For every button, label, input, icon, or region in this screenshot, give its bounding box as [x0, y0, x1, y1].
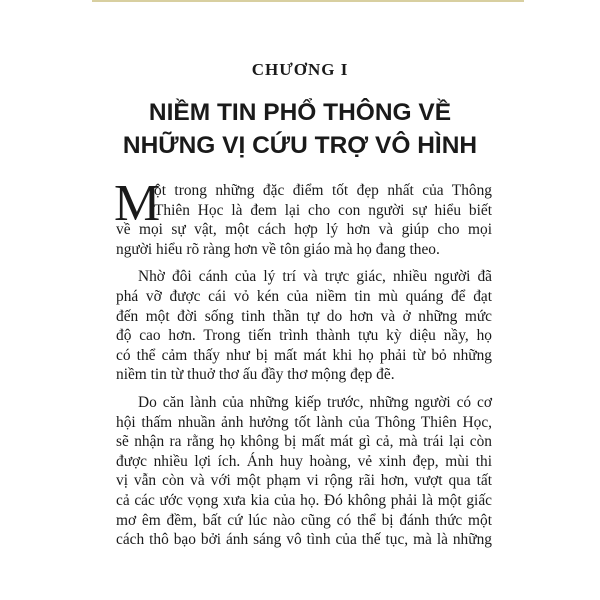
- text-line: mơ êm đềm, bất cứ lúc nào cũng có thể bị đánh thức một: [116, 511, 492, 529]
- text-line: sẽ nhận ra rằng họ không bị mất mát gì cả, mà trái lại còn: [116, 433, 492, 451]
- text-line: ột trong những đặc điểm tốt đẹp nhất của Thông: [154, 182, 492, 199]
- text-line: về mọi sự vật, một cách hợp lý hơn và giúp cho mọi: [116, 221, 492, 239]
- text-line: hội thấm nhuần ảnh hưởng tốt lành của Thông Thiên Học,: [116, 413, 492, 431]
- text-line: Nhờ đôi cánh của lý trí và trực giác, nhiều người đã: [138, 268, 492, 286]
- chapter-title: [0, 96, 600, 162]
- paragraph: [114, 175, 492, 259]
- text-line: người hiểu rõ ràng hơn về tôn giáo mà họ đang theo.: [116, 240, 440, 258]
- chapter-heading: CHƯƠNG I: [251, 60, 349, 79]
- text-line: Thiên Học là đem lại cho con người sự hiểu biết: [154, 201, 492, 219]
- text-line: Do căn lành của những kiếp trước, những người có cơ: [138, 393, 492, 411]
- text-line: đến một đời sống tinh thần tự do hơn và ở những mức: [116, 307, 492, 325]
- text-line: được nhiều lợi ích. Ánh huy hoàng, vẻ xinh đẹp, mùi thi: [116, 452, 492, 470]
- text-line: có thể cảm thấy như bị mất mát khi họ phải từ bỏ những: [116, 346, 492, 364]
- paragraph: [116, 393, 492, 550]
- paragraph: [116, 267, 492, 385]
- drop-cap: M: [114, 175, 161, 232]
- chapter-title-line: NHỮNG VỊ CỨU TRỢ VÔ HÌNH: [122, 132, 478, 159]
- text-line: niềm tin từ thuở thơ ấu đầy thơ mộng đẹp đẽ.: [116, 366, 395, 384]
- text-line: phá vỡ được cái vỏ kén của niềm tin mù quáng để đạt: [116, 287, 492, 305]
- chapter-title-line: NIỀM TIN PHỔ THÔNG VỀ: [148, 99, 452, 126]
- text-line: cách thô bạo bởi ánh sáng vô tình của thế tục, mà là những: [116, 531, 492, 549]
- text-line: cả các ước vọng xưa kia của họ. Đó không phải là một giấc: [116, 491, 492, 509]
- body-text: [114, 175, 492, 550]
- text-line: độ cao hơn. Trong tiến trình thành tựu kỳ diệu nầy, họ: [116, 327, 492, 345]
- text-line: vị vẫn còn và với một phạm vi rộng rãi hơn, vượt qua tất: [116, 472, 492, 490]
- page-top-edge: [92, 0, 524, 2]
